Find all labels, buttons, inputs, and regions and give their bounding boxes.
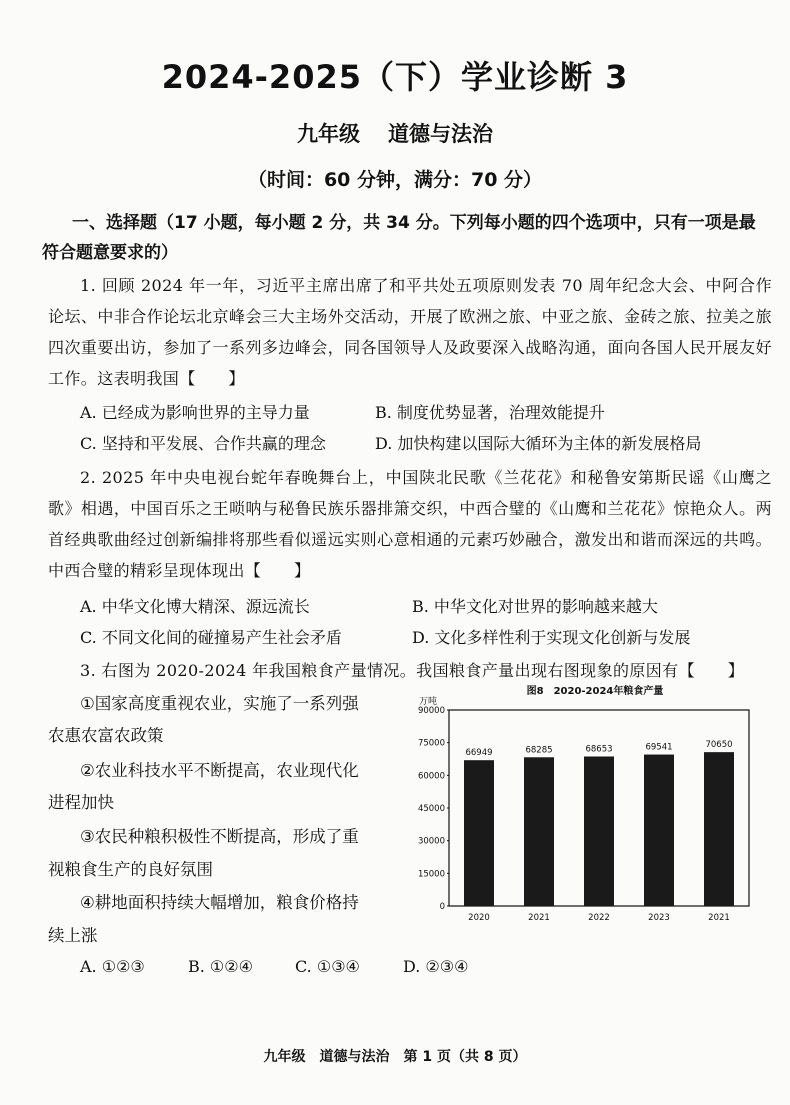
question-2-stem: 2. 2025 年中央电视台蛇年春晚舞台上，中国陕北民歌《兰花花》和秘鲁安第斯民谣《山鹰之歌》相遇，中国百乐之王唢呐与秘鲁民族乐器排箫交织，中西合璧的《山鹰和兰花花》惊艳众人。两首经典歌曲经过创新编排将那些看似遥远实则心意相通的元素巧妙融合，激发出和谐而深远的共鸣。中西合璧的精彩呈现体现出【 】	[48, 468, 772, 580]
question-3-stem: 3. 右图为 2020-2024 年我国粮食产量情况。我国粮食产量出现右图现象的原因有【 】	[80, 661, 745, 680]
q3-item-line: ①国家高度重视农业，实施了一系列强	[80, 694, 359, 713]
grain-production-chart	[405, 680, 770, 930]
x-ticks	[468, 913, 730, 923]
y-tick-label: 75000	[417, 738, 445, 749]
footer-grade: 九年级	[263, 1049, 306, 1065]
q3-item-line: ②农业科技水平不断提高，农业现代化	[80, 761, 359, 780]
footer-page: 第 1 页（共 8 页）	[403, 1049, 527, 1065]
grade-label: 九年级	[297, 122, 360, 146]
y-tick-label: 0	[439, 902, 445, 912]
bar-2020	[464, 760, 494, 906]
bar-2022	[584, 756, 614, 906]
chart-title: 图8 2020-2024年粮食产量	[526, 686, 664, 697]
y-axis-label: 万吨	[419, 697, 438, 707]
footer-subject: 道德与法治	[319, 1049, 390, 1065]
exam-title: 2024-2025（下）学业诊断 3	[161, 58, 629, 96]
subject-label: 道德与法治	[388, 122, 493, 146]
q3-option-d: D. ②③④	[403, 957, 469, 976]
q2-option-d: D. 文化多样性利于实现文化创新与发展	[412, 628, 691, 647]
y-tick-label: 60000	[417, 771, 445, 782]
section-heading: 一、选择题（17 小题，每小题 2 分，共 34 分。下列每小题的四个选项中，只有一项是最符合题意要求的）	[42, 213, 756, 263]
bar-2024	[704, 752, 734, 906]
x-tick-label: 2023	[648, 913, 670, 923]
q2-option-b: B. 中华文化对世界的影响越来越大	[412, 597, 658, 616]
q3-item-line: 视粮食生产的良好氛围	[48, 860, 213, 879]
bar-value-label: 66949	[465, 748, 493, 759]
q1-option-b: B. 制度优势显著，治理效能提升	[375, 403, 605, 422]
q3-item-line: 进程加快	[48, 793, 114, 812]
page-footer	[0, 1046, 790, 1066]
x-tick-label: 2021	[528, 913, 550, 923]
q2-option-c: C. 不同文化间的碰撞易产生社会矛盾	[80, 628, 342, 647]
q1-option-d: D. 加快构建以国际大循环为主体的新发展格局	[375, 434, 702, 453]
q3-option-b: B. ①②④	[188, 957, 253, 976]
x-tick-label: 2020	[468, 913, 490, 923]
q1-option-c: C. 坚持和平发展、合作共赢的理念	[80, 434, 326, 453]
y-tick-label: 90000	[417, 706, 445, 716]
q3-item-line: 农惠农富农政策	[48, 726, 164, 745]
q1-option-a: A. 已经成为影响世界的主导力量	[80, 403, 310, 422]
time-info: （时间：60 分钟，满分：70 分）	[247, 169, 543, 191]
bar-value-label: 68653	[585, 744, 613, 755]
bar-2021	[524, 757, 554, 906]
y-tick-label: 15000	[417, 869, 445, 880]
y-tick-label: 30000	[417, 836, 445, 847]
q3-option-a: A. ①②③	[80, 957, 145, 976]
y-tick-label: 45000	[417, 804, 445, 814]
x-tick-label: 2021	[708, 913, 730, 923]
y-ticks	[418, 706, 449, 912]
q2-option-a: A. 中华文化博大精深、源远流长	[80, 597, 310, 616]
x-tick-label: 2022	[588, 913, 610, 923]
bar-value-label: 68285	[525, 745, 553, 756]
bar-value-label: 69541	[645, 742, 673, 753]
q3-option-c: C. ①③④	[295, 957, 360, 976]
exam-subtitle	[0, 118, 790, 148]
bar-2023	[644, 755, 674, 906]
q3-item-line: ④耕地面积持续大幅增加，粮食价格持	[80, 893, 359, 912]
bar-value-label: 70650	[705, 740, 733, 751]
q3-item-line: 续上涨	[48, 926, 98, 945]
question-1-stem: 1. 回顾 2024 年一年，习近平主席出席了和平共处五项原则发表 70 周年纪念大会、中阿合作论坛、中非合作论坛北京峰会三大主场外交活动，开展了欧洲之旅、中亚之旅、金砖之旅、拉美之旅四次重要出访，参加了一系列多边峰会，同各国领导人及政要深入战略沟通，面向各国人民开展友好工作。这表明我国【 】	[48, 276, 772, 388]
bars	[464, 740, 734, 906]
q3-item-line: ③农民种粮积极性不断提高，形成了重	[80, 827, 359, 846]
